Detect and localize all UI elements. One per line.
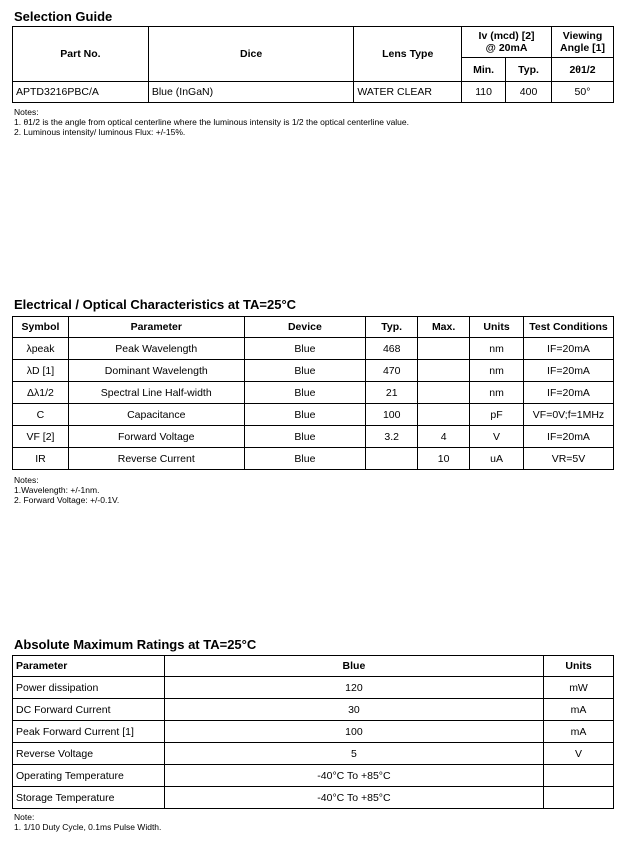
note-line: Notes: xyxy=(14,475,39,485)
table-cell: C xyxy=(13,404,69,426)
table-cell: IF=20mA xyxy=(524,360,614,382)
header-viewing-angle xyxy=(552,27,614,58)
header-dice: Dice xyxy=(148,27,353,82)
header-blue: Blue xyxy=(164,656,543,677)
table-cell: 10 xyxy=(418,448,470,470)
table-row xyxy=(13,338,614,360)
table-cell: Blue xyxy=(244,382,366,404)
header-lens-type: Lens Type xyxy=(354,27,462,82)
header-theta: 2θ1/2 xyxy=(552,58,614,82)
table-cell: VF=0V;f=1MHz xyxy=(524,404,614,426)
selection-notes xyxy=(14,107,409,137)
table-cell xyxy=(418,360,470,382)
note-line: 2. Forward Voltage: +/-0.1V. xyxy=(14,495,120,505)
table-cell: mA xyxy=(544,699,614,721)
table-cell: 100 xyxy=(366,404,418,426)
table-cell: Blue xyxy=(244,404,366,426)
table-cell: Capacitance xyxy=(68,404,244,426)
note-line: 1.Wavelength: +/-1nm. xyxy=(14,485,100,495)
table-cell: Blue xyxy=(244,426,366,448)
table-cell: Spectral Line Half-width xyxy=(68,382,244,404)
electrical-notes xyxy=(14,475,119,505)
table-row xyxy=(13,721,614,743)
table-cell: pF xyxy=(470,404,524,426)
table-cell: VF [2] xyxy=(13,426,69,448)
table-cell: 21 xyxy=(366,382,418,404)
table-cell xyxy=(418,338,470,360)
table-row xyxy=(13,426,614,448)
table-cell xyxy=(366,448,418,470)
table-row xyxy=(13,699,614,721)
header-part-no: Part No. xyxy=(13,27,149,82)
cell-part: APTD3216PBC/A xyxy=(13,82,149,103)
header-max: Max. xyxy=(418,317,470,338)
table-cell: 120 xyxy=(164,677,543,699)
cell-dice: Blue (InGaN) xyxy=(148,82,353,103)
table-cell: λD [1] xyxy=(13,360,69,382)
table-cell: Reverse Current xyxy=(68,448,244,470)
table-cell: 3.2 xyxy=(366,426,418,448)
table-cell: 30 xyxy=(164,699,543,721)
table-row xyxy=(13,82,614,103)
table-cell: Δλ1/2 xyxy=(13,382,69,404)
table-row xyxy=(13,677,614,699)
table-cell: V xyxy=(544,743,614,765)
table-cell xyxy=(544,787,614,809)
table-cell xyxy=(418,382,470,404)
table-cell: Forward Voltage xyxy=(68,426,244,448)
table-row xyxy=(13,743,614,765)
table-cell: nm xyxy=(470,382,524,404)
table-cell: Storage Temperature xyxy=(13,787,165,809)
note-line: 2. Luminous intensity/ luminous Flux: +/-15%. xyxy=(14,127,186,137)
table-cell: Dominant Wavelength xyxy=(68,360,244,382)
table-cell: Blue xyxy=(244,360,366,382)
header-typ: Typ. xyxy=(366,317,418,338)
table-cell: 468 xyxy=(366,338,418,360)
table-cell: VR=5V xyxy=(524,448,614,470)
table-cell: Peak Wavelength xyxy=(68,338,244,360)
table-cell: DC Forward Current xyxy=(13,699,165,721)
table-cell: Blue xyxy=(244,338,366,360)
table-cell: Operating Temperature xyxy=(13,765,165,787)
table-row xyxy=(13,404,614,426)
header-parameter: Parameter xyxy=(13,656,165,677)
electrical-title: Electrical / Optical Characteristics at TA=25°C xyxy=(14,297,297,312)
header-min: Min. xyxy=(462,58,506,82)
table-cell: Peak Forward Current [1] xyxy=(13,721,165,743)
header-device: Device xyxy=(244,317,366,338)
cell-typ: 400 xyxy=(506,82,552,103)
note-line: 1. 1/10 Duty Cycle, 0.1ms Pulse Width. xyxy=(14,822,162,832)
header-iv-line2: @ 20mA xyxy=(485,42,528,54)
header-iv-line1: Iv (mcd) [2] xyxy=(478,30,535,42)
absolute-notes xyxy=(14,812,161,832)
table-cell: Reverse Voltage xyxy=(13,743,165,765)
table-cell: nm xyxy=(470,338,524,360)
header-iv xyxy=(462,27,552,58)
table-cell: IR xyxy=(13,448,69,470)
table-cell: 4 xyxy=(418,426,470,448)
note-line: Note: xyxy=(14,812,35,822)
table-cell: Blue xyxy=(244,448,366,470)
header-parameter: Parameter xyxy=(68,317,244,338)
table-cell: nm xyxy=(470,360,524,382)
table-cell: mA xyxy=(544,721,614,743)
absolute-title: Absolute Maximum Ratings at TA=25°C xyxy=(14,637,257,652)
table-row xyxy=(13,360,614,382)
table-cell: 100 xyxy=(164,721,543,743)
table-cell: λpeak xyxy=(13,338,69,360)
electrical-table xyxy=(12,316,614,470)
note-line: 1. θ1/2 is the angle from optical centerline where the luminous intensity is 1/2 the optical centerline value. xyxy=(14,117,410,127)
table-row xyxy=(13,382,614,404)
table-cell: -40°C To +85°C xyxy=(164,765,543,787)
absolute-table xyxy=(12,655,614,809)
table-cell: -40°C To +85°C xyxy=(164,787,543,809)
header-units: Units xyxy=(544,656,614,677)
table-cell: mW xyxy=(544,677,614,699)
header-view-line1: Viewing xyxy=(562,30,603,42)
header-units: Units xyxy=(470,317,524,338)
table-cell: uA xyxy=(470,448,524,470)
table-row xyxy=(13,787,614,809)
cell-min: 110 xyxy=(462,82,506,103)
header-test-conditions: Test Conditions xyxy=(524,317,614,338)
table-cell: Power dissipation xyxy=(13,677,165,699)
selection-guide-title: Selection Guide xyxy=(14,9,113,24)
cell-lens: WATER CLEAR xyxy=(354,82,462,103)
table-cell: V xyxy=(470,426,524,448)
table-cell: IF=20mA xyxy=(524,338,614,360)
header-symbol: Symbol xyxy=(13,317,69,338)
table-cell: IF=20mA xyxy=(524,382,614,404)
selection-guide-table xyxy=(12,26,614,103)
table-cell xyxy=(544,765,614,787)
cell-angle: 50° xyxy=(552,82,614,103)
note-line: Notes: xyxy=(14,107,39,117)
table-row xyxy=(13,765,614,787)
header-typ: Typ. xyxy=(506,58,552,82)
header-view-line2: Angle [1] xyxy=(560,42,605,54)
table-cell: 5 xyxy=(164,743,543,765)
table-cell xyxy=(418,404,470,426)
table-cell: 470 xyxy=(366,360,418,382)
table-row xyxy=(13,448,614,470)
table-cell: IF=20mA xyxy=(524,426,614,448)
